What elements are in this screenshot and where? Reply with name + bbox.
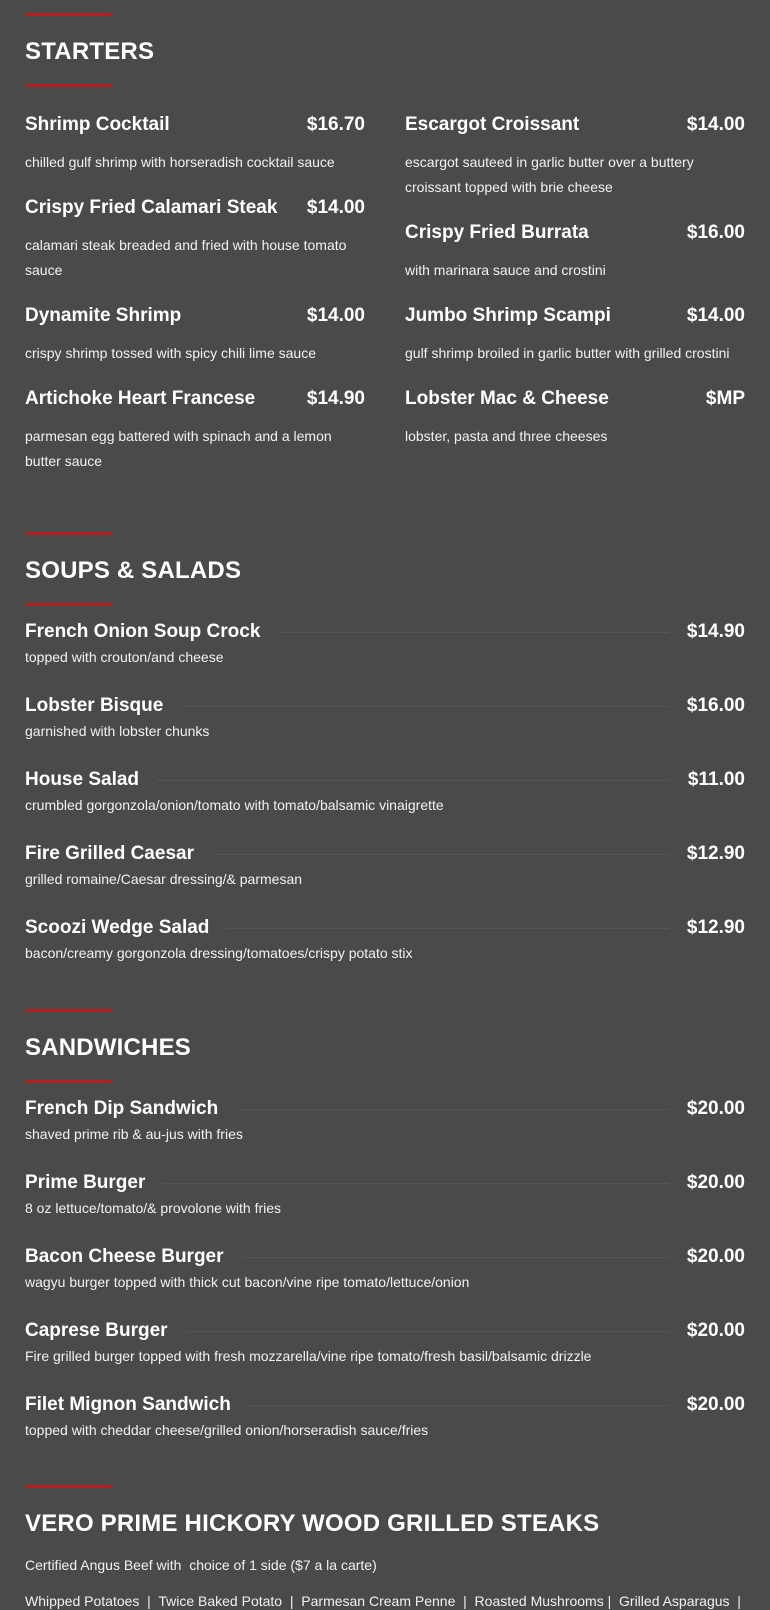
menu-item [25,305,365,366]
item-name: Crispy Fried Calamari Steak [25,197,278,218]
item-price: $20.00 [686,1098,745,1119]
item-description: Fire grilled burger topped with fresh mozzarella/vine ripe tomato/fresh basil/balsamic drizzle [25,1348,592,1364]
menu-item [25,1171,745,1245]
menu-item [25,1097,745,1171]
item-name: Caprese Burger [25,1320,168,1341]
item-price: $14.00 [306,305,365,326]
item-price: $16.00 [686,695,745,716]
item-price: $MP [705,388,745,409]
menu-item [25,1319,745,1393]
dotted-leader [278,632,668,633]
sandwiches-list [25,1097,745,1467]
menu-item [25,768,745,842]
item-name: Crispy Fried Burrata [405,222,589,243]
item-name: Scoozi Wedge Salad [25,917,210,938]
section-accent-rule [25,1485,111,1488]
item-price: $14.90 [306,388,365,409]
item-name: Filet Mignon Sandwich [25,1394,231,1415]
item-description: chilled gulf shrimp with horseradish cocktail sauce [25,154,335,170]
section-title-starters: STARTERS [25,38,155,65]
item-price: $12.90 [686,917,745,938]
soups-salads-section [25,532,745,990]
dotted-leader [181,706,669,707]
item-name: Shrimp Cocktail [25,114,170,135]
dotted-leader [186,1331,669,1332]
item-description: lobster, pasta and three cheeses [405,428,608,444]
starters-left-column [25,114,365,496]
menu-item [405,114,745,200]
menu-item [25,620,745,694]
item-description: bacon/creamy gorgonzola dressing/tomatoes/crispy potato stix [25,945,413,961]
item-price: $20.00 [686,1394,745,1415]
item-description: calamari steak breaded and fried with house tomato sauce [25,237,347,278]
section-accent-rule [25,13,111,16]
item-name: Prime Burger [25,1172,146,1193]
menu-item [405,388,745,449]
item-description: shaved prime rib & au-jus with fries [25,1126,243,1142]
starters-columns [25,114,745,496]
section-accent-rule [25,603,111,606]
menu-item [25,1245,745,1319]
dotted-leader [227,928,668,929]
dotted-leader [236,1109,669,1110]
item-price: $14.90 [686,621,745,642]
item-name: Lobster Mac & Cheese [405,388,609,409]
menu-item [25,1393,745,1467]
section-title-soups-salads: SOUPS & SALADS [25,557,242,584]
item-price: $20.00 [686,1320,745,1341]
menu-item [25,197,365,283]
dotted-leader [163,1183,669,1184]
section-title-sandwiches: SANDWICHES [25,1034,192,1061]
item-name: French Dip Sandwich [25,1098,219,1119]
item-description: topped with cheddar cheese/grilled onion/horseradish sauce/fries [25,1422,429,1438]
menu-item [405,305,745,366]
item-description: crumbled gorgonzola/onion/tomato with tomato/balsamic vinaigrette [25,797,444,813]
item-name: French Onion Soup Crock [25,621,261,642]
section-accent-rule [25,532,111,535]
item-price: $14.00 [306,197,365,218]
item-name: Bacon Cheese Burger [25,1246,224,1267]
item-description: escargot sauteed in garlic butter over a buttery croissant topped with brie cheese [405,154,694,195]
item-price: $20.00 [686,1172,745,1193]
menu-item [25,916,745,990]
menu-item [405,222,745,283]
item-name: Lobster Bisque [25,695,164,716]
menu-item [25,388,365,474]
starters-section [25,13,745,496]
dotted-leader [242,1257,669,1258]
dotted-leader [157,780,670,781]
item-description: wagyu burger topped with thick cut bacon/vine ripe tomato/lettuce/onion [25,1274,470,1290]
dotted-leader [212,854,669,855]
section-accent-rule [25,84,111,87]
item-description: 8 oz lettuce/tomato/& provolone with fries [25,1200,282,1216]
soups-salads-list [25,620,745,990]
steaks-subtitle: Certified Angus Beef with choice of 1 side ($7 a la carte) [25,1557,377,1573]
item-name: House Salad [25,769,140,790]
item-price: $12.90 [686,843,745,864]
item-name: Escargot Croissant [405,114,580,135]
item-price: $14.00 [686,114,745,135]
section-accent-rule [25,1080,111,1083]
steaks-sides-list: Whipped Potatoes | Twice Baked Potato | Parmesan Cream Penne | Roasted Mushrooms | Grilled Asparagus | [25,1593,741,1609]
item-name: Dynamite Shrimp [25,305,182,326]
item-description: with marinara sauce and crostini [405,262,606,278]
section-accent-rule [25,1009,111,1012]
item-name: Fire Grilled Caesar [25,843,194,864]
steaks-section [25,1485,745,1610]
item-price: $16.70 [306,114,365,135]
dotted-leader [249,1405,669,1406]
item-price: $20.00 [686,1246,745,1267]
item-description: garnished with lobster chunks [25,723,210,739]
section-title-steaks: VERO PRIME HICKORY WOOD GRILLED STEAKS [25,1510,600,1537]
menu-item [25,694,745,768]
item-description: parmesan egg battered with spinach and a lemon butter sauce [25,428,332,469]
starters-right-column [405,114,745,496]
item-description: topped with crouton/and cheese [25,649,224,665]
item-price: $14.00 [686,305,745,326]
item-description: grilled romaine/Caesar dressing/& parmesan [25,871,303,887]
item-name: Artichoke Heart Francese [25,388,256,409]
menu-item [25,114,365,175]
item-price: $16.00 [686,222,745,243]
item-description: crispy shrimp tossed with spicy chili lime sauce [25,345,316,361]
sandwiches-section [25,1009,745,1467]
item-description: gulf shrimp broiled in garlic butter with grilled crostini [405,345,730,361]
item-price: $11.00 [687,769,745,790]
item-name: Jumbo Shrimp Scampi [405,305,611,326]
menu-item [25,842,745,916]
